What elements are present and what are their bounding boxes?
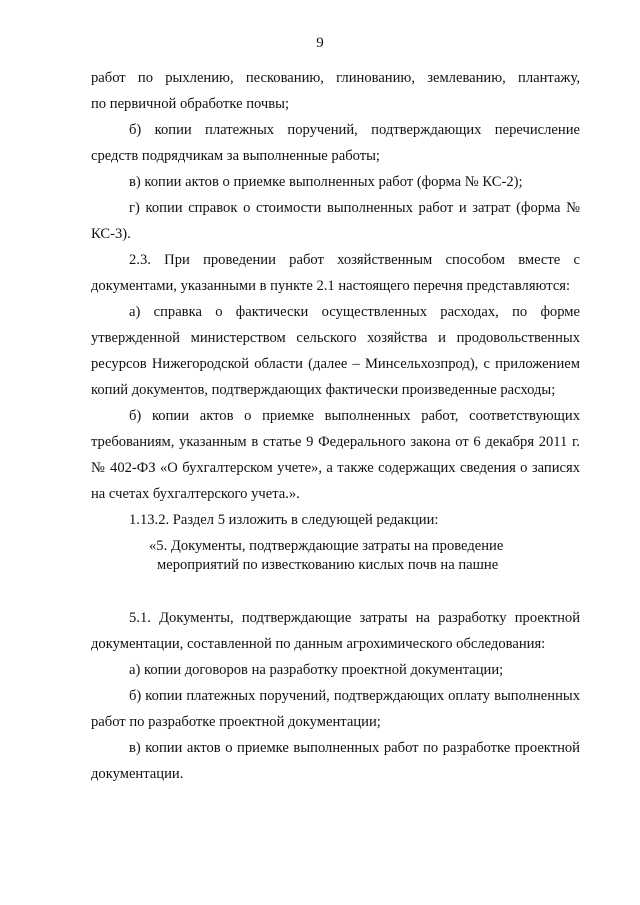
paragraph-item-a-expense-certificate: а) справка о фактически осуществленных расходах, по форме утвержденной министерством сельского хозяйства и продовольственных ресурсов Нижегородской области (далее – Минсельхозпрод), с приложением копий документов, подтверждающих фактически произведенные расходы; xyxy=(91,304,580,398)
spacer xyxy=(91,575,580,605)
page-number: 9 xyxy=(316,35,324,51)
paragraph-item-v-acts-project: в) копии актов о приемке выполненных работ по разработке проектной документации. xyxy=(91,740,580,782)
paragraph-item-v-acts-ks2: в) копии актов о приемке выполненных работ (форма № КС-2); xyxy=(129,174,523,190)
section-5-heading-line2: мероприятий по известкованию кислых почв на пашне xyxy=(157,557,499,573)
paragraph-item-b-payment-orders-project: б) копии платежных поручений, подтверждающих оплату выполненных работ по разработке проектной документации; xyxy=(91,688,580,730)
section-5-heading-line1: «5. Документы, подтверждающие затраты на проведение xyxy=(149,538,504,554)
paragraph-item-b-payment-orders: б) копии платежных поручений, подтверждающих перечисление средств подрядчикам за выполненные работы; xyxy=(91,122,580,164)
document-body xyxy=(91,65,580,787)
paragraph-continuation-line2: по первичной обработке почвы; xyxy=(91,96,290,112)
paragraph-2-3: 2.3. При проведении работ хозяйственным способом вместе с документами, указанными в пункте 2.1 настоящего перечня представляются: xyxy=(91,252,580,294)
paragraph-continuation-line1: работ по рыхлению, пескованию, глинованию, землеванию, плантажу, xyxy=(91,70,580,86)
paragraph-item-a-contracts: а) копии договоров на разработку проектной документации; xyxy=(129,662,504,678)
section-5-heading xyxy=(91,537,580,575)
paragraph-5-1: 5.1. Документы, подтверждающие затраты на разработку проектной документации, составленной по данным агрохимического обследования: xyxy=(91,610,580,652)
paragraph-item-g-certificates-ks3: г) копии справок о стоимости выполненных работ и затрат (форма № КС-3). xyxy=(91,200,580,242)
paragraph-item-b-acceptance-acts: б) копии актов о приемке выполненных работ, соответствующих требованиям, указанным в статье 9 Федерального закона от 6 декабря 2011 г. № 402-ФЗ «О бухгалтерском учете», а также содержащих сведения о записях на счетах бухгалтерского учета.». xyxy=(91,408,580,502)
paragraph-1-13-2: 1.13.2. Раздел 5 изложить в следующей редакции: xyxy=(129,512,439,528)
